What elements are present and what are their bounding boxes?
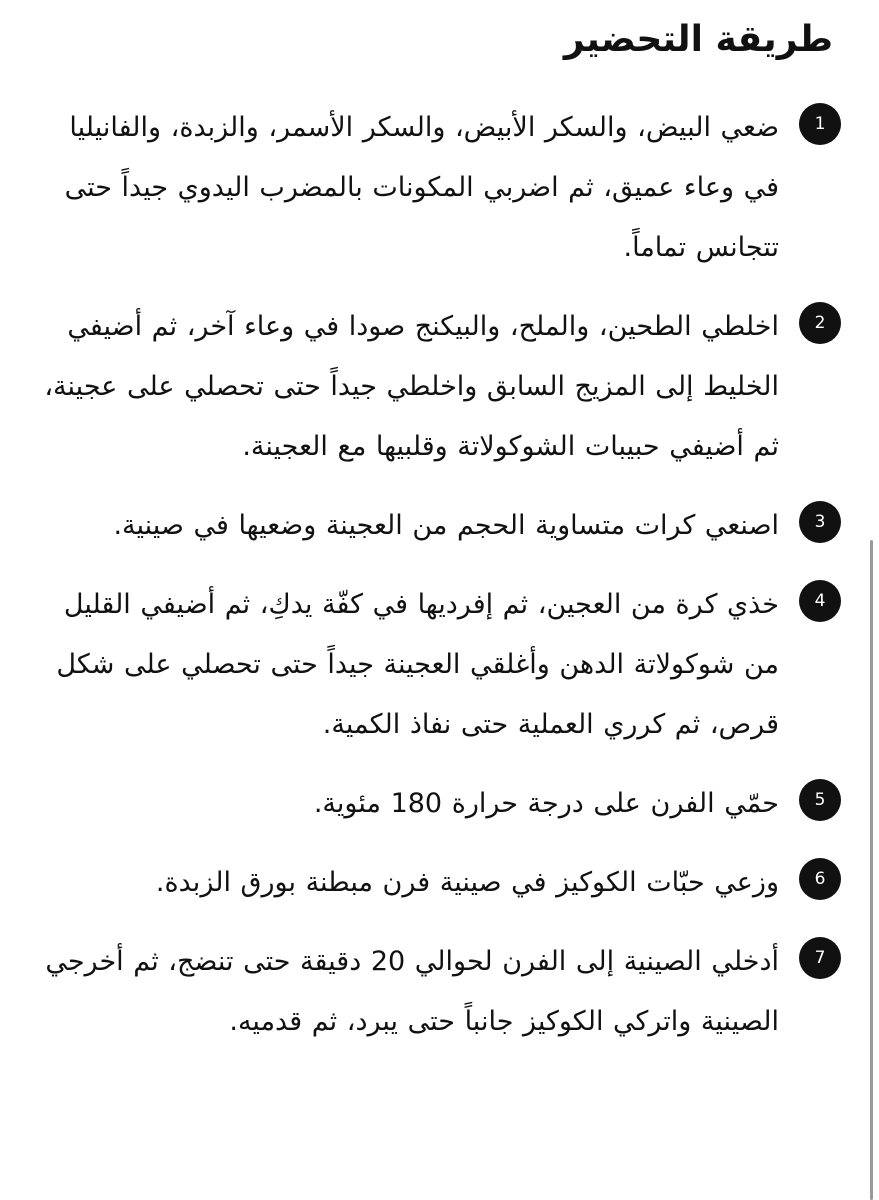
step-text: ضعي البيض، والسكر الأبيض، والسكر الأسمر، والزبدة، والفانيليا في وعاء عميق، ثم اضربي المكونات بالمضرب اليدوي جيداً حتى تتجانس تماماً. [64, 112, 779, 263]
step-text: حمّي الفرن على درجة حرارة 180 مئوية. [313, 788, 779, 819]
step-number-badge: 1 [799, 103, 841, 145]
step-text: وزعي حبّات الكوكيز في صينية فرن مبطنة بورق الزبدة. [155, 867, 779, 898]
step-number-badge: 4 [799, 580, 841, 622]
step-text: اخلطي الطحين، والملح، والبيكنج صودا في وعاء آخر، ثم أضيفي الخليط إلى المزيج السابق واخلطي جيداً حتى تحصلي على عجينة، ثم أضيفي حبيبات الشوكولاتة وقلبيها مع العجينة. [44, 311, 779, 462]
step-text: أدخلي الصينية إلى الفرن لحوالي 20 دقيقة حتى تنضج، ثم أخرجي الصينية واتركي الكوكيز جانباً حتى يبرد، ثم قدميه. [45, 946, 779, 1037]
step-item-6 [41, 853, 841, 913]
step-item-3 [41, 496, 841, 556]
step-text: خذي كرة من العجين، ثم إفرديها في كفّة يدكِ، ثم أضيفي القليل من شوكولاتة الدهن وأغلقي العجينة جيداً حتى تحصلي على شكل قرص، ثم كرري العملية حتى نفاذ الكمية. [56, 589, 779, 740]
step-item-2 [41, 297, 841, 477]
step-number-badge: 7 [799, 937, 841, 979]
step-item-5 [41, 774, 841, 834]
steps-list [41, 98, 841, 1071]
step-item-7 [41, 932, 841, 1052]
step-text: اصنعي كرات متساوية الحجم من العجينة وضعيها في صينية. [113, 510, 779, 541]
step-item-4 [41, 575, 841, 755]
step-number-badge: 5 [799, 779, 841, 821]
step-number-badge: 2 [799, 302, 841, 344]
step-item-1 [41, 98, 841, 278]
scrollbar[interactable] [867, 0, 879, 1200]
section-title: طريقة التحضير [563, 19, 833, 60]
step-number-badge: 3 [799, 501, 841, 543]
scrollbar-thumb[interactable] [870, 540, 873, 1200]
step-number-badge: 6 [799, 858, 841, 900]
